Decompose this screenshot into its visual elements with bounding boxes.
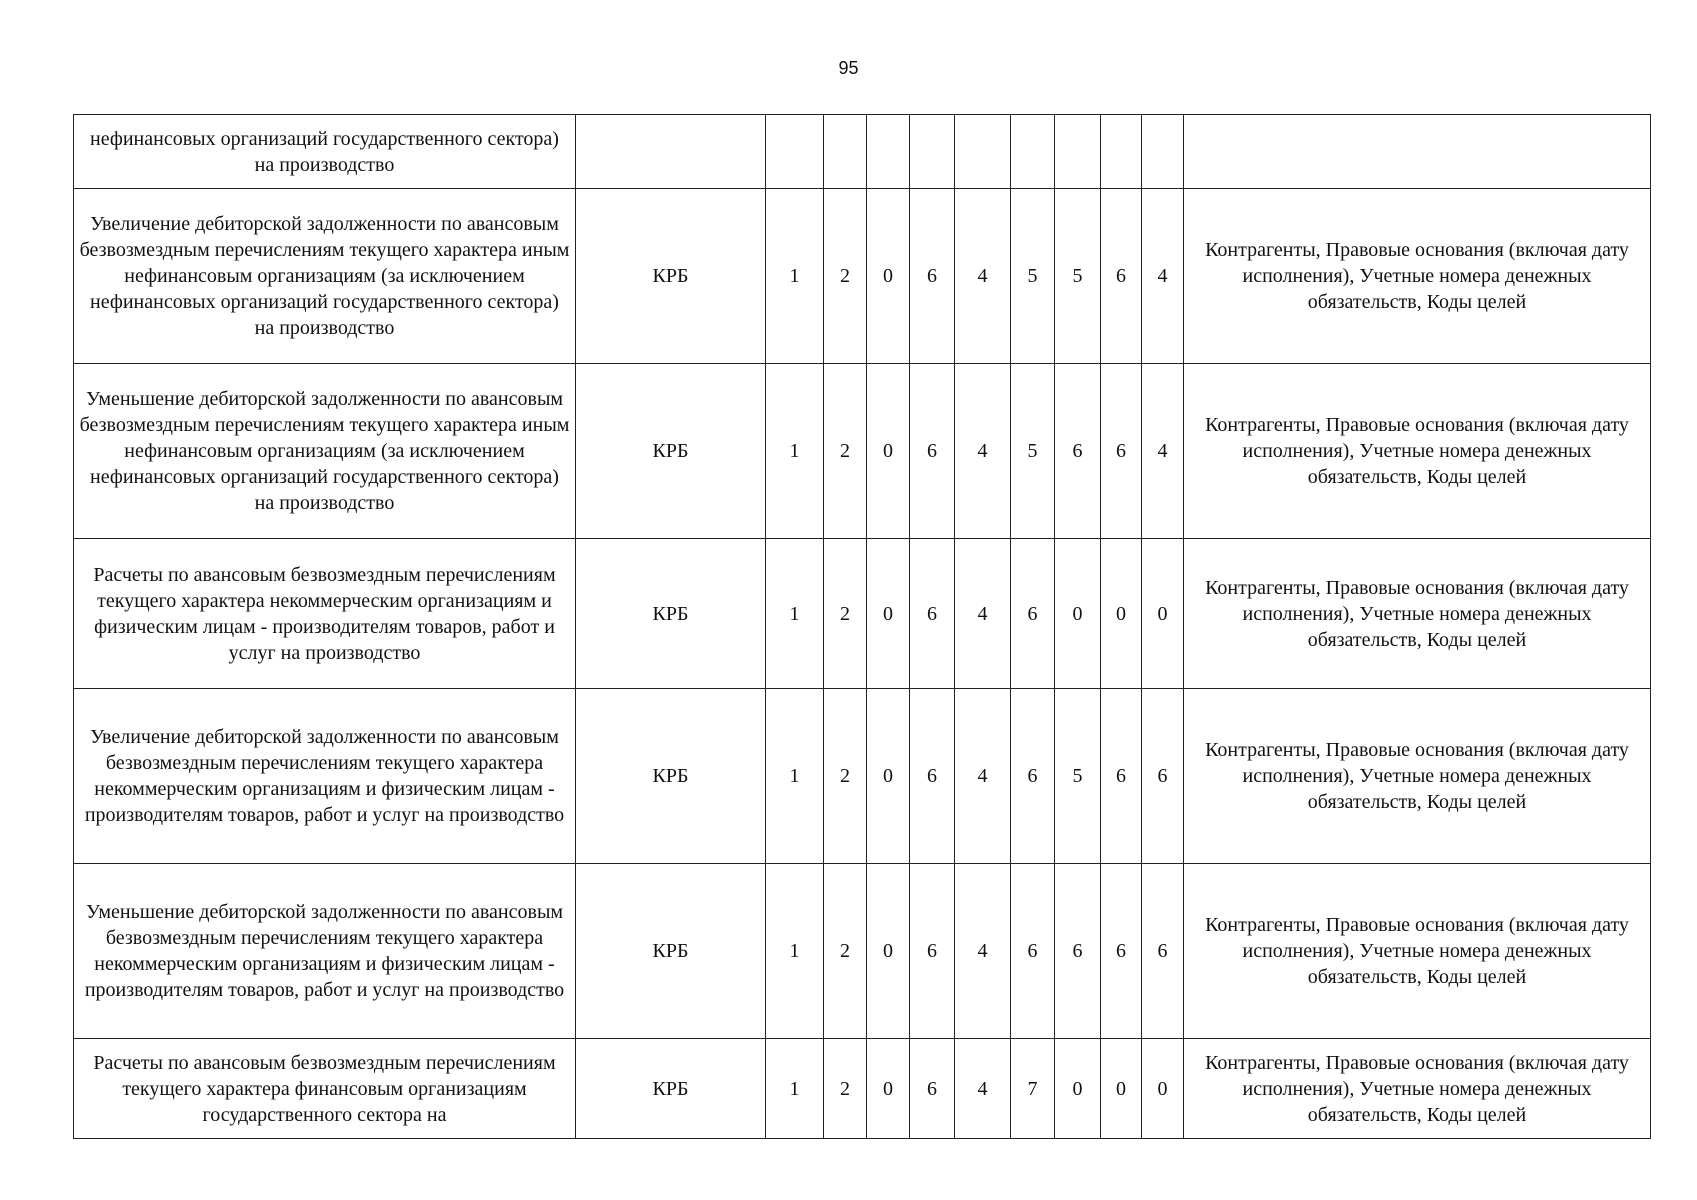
account-digit-cell xyxy=(1011,115,1055,189)
kfo-cell: КРБ xyxy=(576,539,766,689)
kfo-cell: КРБ xyxy=(576,189,766,364)
account-digit-cell: 4 xyxy=(1142,189,1184,364)
account-digit-cell: 1 xyxy=(766,364,824,539)
account-digit-cell: 5 xyxy=(1011,364,1055,539)
account-digit-cell: 4 xyxy=(955,689,1011,864)
account-name-cell: нефинансовых организаций государственного сектора) на производство xyxy=(74,115,576,189)
account-digit-cell xyxy=(1142,115,1184,189)
kfo-cell: КРБ xyxy=(576,364,766,539)
account-digit-cell: 2 xyxy=(824,539,867,689)
account-digit-cell: 2 xyxy=(824,364,867,539)
account-digit-cell: 6 xyxy=(1142,689,1184,864)
account-digit-cell xyxy=(867,115,910,189)
account-digit-cell: 7 xyxy=(1011,1039,1055,1139)
account-digit-cell: 1 xyxy=(766,689,824,864)
account-digit-cell xyxy=(824,115,867,189)
account-digit-cell: 5 xyxy=(1011,189,1055,364)
account-digit-cell: 6 xyxy=(910,539,955,689)
account-digit-cell: 1 xyxy=(766,1039,824,1139)
kfo-cell: КРБ xyxy=(576,689,766,864)
account-digit-cell: 4 xyxy=(955,364,1011,539)
account-digit-cell: 6 xyxy=(1055,364,1101,539)
account-digit-cell: 5 xyxy=(1055,689,1101,864)
account-digit-cell: 0 xyxy=(867,864,910,1039)
account-digit-cell: 6 xyxy=(1011,864,1055,1039)
account-digit-cell: 1 xyxy=(766,189,824,364)
account-digit-cell: 6 xyxy=(1101,189,1142,364)
account-digit-cell: 0 xyxy=(867,539,910,689)
accounts-table xyxy=(73,114,1651,1139)
account-digit-cell: 6 xyxy=(1055,864,1101,1039)
account-digit-cell: 0 xyxy=(867,1039,910,1139)
account-digit-cell: 6 xyxy=(910,189,955,364)
analytics-cell xyxy=(1184,115,1651,189)
account-digit-cell: 0 xyxy=(1101,539,1142,689)
account-digit-cell: 0 xyxy=(1101,1039,1142,1139)
account-digit-cell: 6 xyxy=(910,364,955,539)
analytics-cell: Контрагенты, Правовые основания (включая дату исполнения), Учетные номера денежных обязательств, Коды целей xyxy=(1184,189,1651,364)
account-digit-cell: 2 xyxy=(824,864,867,1039)
account-digit-cell: 5 xyxy=(1055,189,1101,364)
account-digit-cell: 0 xyxy=(1142,539,1184,689)
account-digit-cell: 0 xyxy=(867,364,910,539)
account-digit-cell: 6 xyxy=(1101,364,1142,539)
analytics-cell: Контрагенты, Правовые основания (включая дату исполнения), Учетные номера денежных обязательств, Коды целей xyxy=(1184,689,1651,864)
account-digit-cell: 4 xyxy=(955,539,1011,689)
account-digit-cell: 6 xyxy=(1142,864,1184,1039)
account-digit-cell: 1 xyxy=(766,864,824,1039)
kfo-cell: КРБ xyxy=(576,1039,766,1139)
table-row xyxy=(74,364,1651,539)
account-name-cell: Уменьшение дебиторской задолженности по авансовым безвозмездным перечислениям текущего характера иным нефинансовым организациям (за исключением нефинансовых организаций государственного сектора) на производство xyxy=(74,364,576,539)
analytics-cell: Контрагенты, Правовые основания (включая дату исполнения), Учетные номера денежных обязательств, Коды целей xyxy=(1184,364,1651,539)
account-digit-cell xyxy=(766,115,824,189)
table-row xyxy=(74,1039,1651,1139)
table-row xyxy=(74,539,1651,689)
account-name-cell: Увеличение дебиторской задолженности по авансовым безвозмездным перечислениям текущего характера некоммерческим организациям и физическим лицам - производителям товаров, работ и услуг на производство xyxy=(74,689,576,864)
table-row xyxy=(74,115,1651,189)
account-digit-cell: 6 xyxy=(910,864,955,1039)
account-digit-cell xyxy=(1055,115,1101,189)
account-digit-cell: 0 xyxy=(1142,1039,1184,1139)
account-digit-cell: 6 xyxy=(1011,689,1055,864)
table-row xyxy=(74,864,1651,1039)
account-digit-cell: 4 xyxy=(1142,364,1184,539)
account-digit-cell: 0 xyxy=(1055,1039,1101,1139)
analytics-cell: Контрагенты, Правовые основания (включая дату исполнения), Учетные номера денежных обязательств, Коды целей xyxy=(1184,539,1651,689)
table-row xyxy=(74,689,1651,864)
account-name-cell: Увеличение дебиторской задолженности по авансовым безвозмездным перечислениям текущего характера иным нефинансовым организациям (за исключением нефинансовых организаций государственного сектора) на производство xyxy=(74,189,576,364)
account-digit-cell: 6 xyxy=(910,1039,955,1139)
kfo-cell: КРБ xyxy=(576,864,766,1039)
account-digit-cell: 6 xyxy=(1101,864,1142,1039)
account-name-cell: Расчеты по авансовым безвозмездным перечислениям текущего характера финансовым организациям государственного сектора на xyxy=(74,1039,576,1139)
table-row xyxy=(74,189,1651,364)
account-digit-cell: 6 xyxy=(1101,689,1142,864)
kfo-cell xyxy=(576,115,766,189)
account-name-cell: Расчеты по авансовым безвозмездным перечислениям текущего характера некоммерческим организациям и физическим лицам - производителям товаров, работ и услуг на производство xyxy=(74,539,576,689)
account-digit-cell: 4 xyxy=(955,864,1011,1039)
account-digit-cell: 4 xyxy=(955,189,1011,364)
account-digit-cell: 4 xyxy=(955,1039,1011,1139)
analytics-cell: Контрагенты, Правовые основания (включая дату исполнения), Учетные номера денежных обязательств, Коды целей xyxy=(1184,864,1651,1039)
account-name-cell: Уменьшение дебиторской задолженности по авансовым безвозмездным перечислениям текущего характера некоммерческим организациям и физическим лицам - производителям товаров, работ и услуг на производство xyxy=(74,864,576,1039)
table-body xyxy=(74,115,1651,1139)
account-digit-cell: 6 xyxy=(910,689,955,864)
account-digit-cell: 0 xyxy=(867,189,910,364)
account-digit-cell: 0 xyxy=(1055,539,1101,689)
account-digit-cell: 0 xyxy=(867,689,910,864)
account-digit-cell: 1 xyxy=(766,539,824,689)
account-digit-cell: 2 xyxy=(824,189,867,364)
account-digit-cell xyxy=(910,115,955,189)
account-digit-cell: 2 xyxy=(824,1039,867,1139)
page-number: 95 xyxy=(838,58,859,78)
account-digit-cell: 6 xyxy=(1011,539,1055,689)
account-digit-cell xyxy=(955,115,1011,189)
analytics-cell: Контрагенты, Правовые основания (включая дату исполнения), Учетные номера денежных обязательств, Коды целей xyxy=(1184,1039,1651,1139)
account-digit-cell: 2 xyxy=(824,689,867,864)
account-digit-cell xyxy=(1101,115,1142,189)
